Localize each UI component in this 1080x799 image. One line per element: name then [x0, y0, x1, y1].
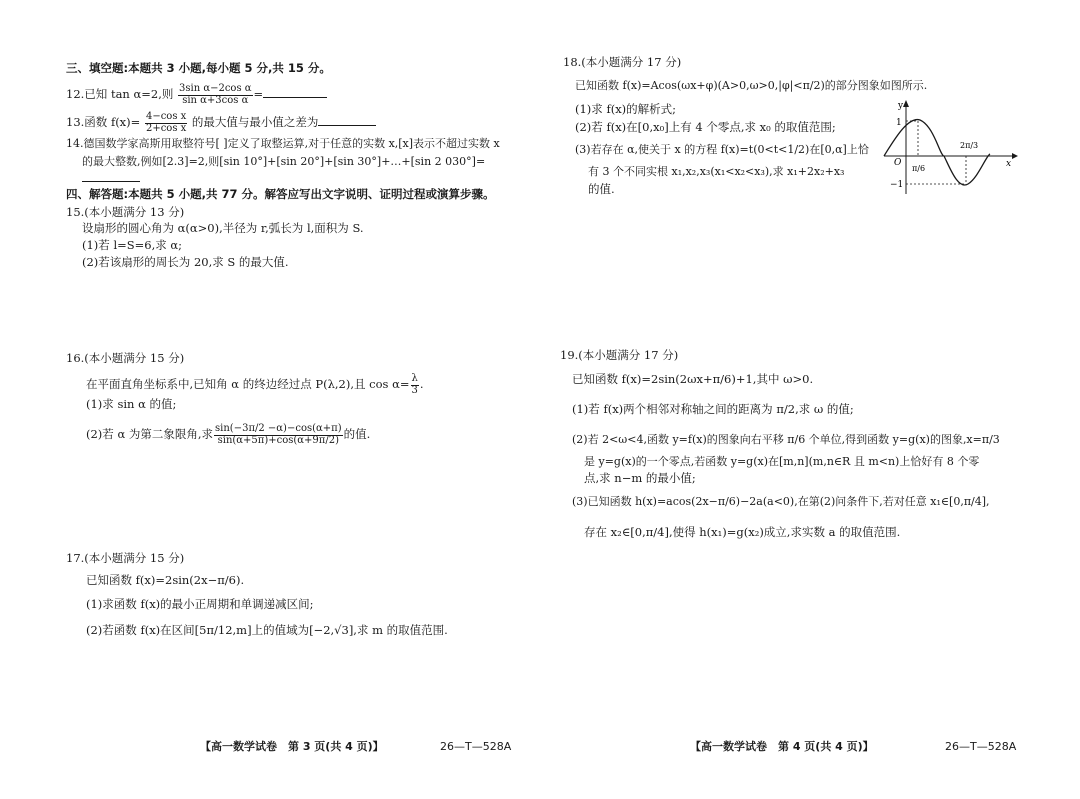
right-footer-code: 26—T—528A	[945, 740, 1017, 753]
q17-part-2: (2)若函数 f(x)在区间[5π/12,m]上的值域为[−2,√3],求 m 的取值范围.	[86, 623, 448, 637]
q13-text-b: 的最大值与最小值之差为	[191, 115, 319, 129]
q14-answer-blank	[82, 173, 140, 182]
q13-answer-blank	[318, 125, 376, 126]
q19-part-2-line-2: 是 y=g(x)的一个零点,若函数 y=g(x)在[m,n](m,n∈R 且 m<n)上恰好有 8 个零	[584, 455, 980, 468]
q12-text: 12.已知 tan α=2,则	[66, 87, 174, 101]
question-13	[66, 112, 376, 134]
q12-equals: =	[253, 87, 264, 101]
graph-x-tick-1: π/6	[912, 164, 926, 173]
q15-part-1: (1)若 l=S=6,求 α;	[82, 238, 183, 252]
q19-part-3-line-2: 存在 x₂∈[0,π/4],使得 h(x₁)=g(x₂)成立,求实数 a 的取值范围.	[584, 525, 901, 539]
q19-statement: 已知函数 f(x)=2sin(2ωx+π/6)+1,其中 ω>0.	[572, 372, 814, 386]
q14-line-1: 14.德国数学家高斯用取整符号[ ]定义了取整运算,对于任意的实数 x,[x]表示不超过实数 x	[66, 137, 500, 150]
q18-statement: 已知函数 f(x)=Acos(ωx+φ)(A>0,ω>0,|φ|<π/2)的部分图象如图所示.	[575, 79, 928, 92]
q12-fraction	[178, 84, 253, 106]
q18-title: 18.(本小题满分 17 分)	[563, 55, 682, 69]
q13-numerator: 4−cos x	[145, 111, 187, 122]
q16-period: .	[419, 377, 424, 391]
q13-fraction	[145, 112, 187, 134]
q15-title: 15.(本小题满分 13 分)	[66, 205, 185, 219]
graph-y-label: y	[898, 101, 904, 111]
q16-part-2-text: (2)若 α 为第二象限角,求	[86, 427, 214, 441]
q12-numerator: 3sin α−2cos α	[179, 83, 252, 94]
q18-part-2: (2)若 f(x)在[0,x₀]上有 4 个零点,求 x₀ 的取值范围;	[575, 120, 836, 134]
q16-cos-denominator: 3	[411, 384, 418, 396]
q16-expression-fraction	[214, 424, 343, 446]
q18-part-3-line-2: 有 3 个不同实根 x₁,x₂,x₃(x₁<x₂<x₃),求 x₁+2x₂+x₃	[588, 165, 845, 178]
q16-part-2-end: 的值.	[343, 427, 371, 441]
graph-y-max-label: 1	[896, 118, 902, 128]
q12-answer-blank	[263, 97, 327, 98]
q19-part-2-line-1: (2)若 2<ω<4,函数 y=f(x)的图象向右平移 π/6 个单位,得到函数 y=g(x)的图象,x=π/3	[572, 433, 1000, 446]
q15-statement: 设扇形的圆心角为 α(α>0),半径为 r,弧长为 l,面积为 S.	[82, 221, 364, 235]
graph-x-tick-2: 2π/3	[960, 141, 979, 150]
graph-origin-label: O	[894, 158, 902, 168]
q13-denominator: 2+cos x	[145, 122, 187, 134]
q17-part-1: (1)求函数 f(x)的最小正周期和单调递减区间;	[86, 597, 314, 611]
q19-part-1: (1)若 f(x)两个相邻对称轴之间的距离为 π/2,求 ω 的值;	[572, 402, 854, 416]
q19-part-3-line-1: (3)已知函数 h(x)=acos(2x−π/6)−2a(a<0),在第(2)问条件下,若对任意 x₁∈[0,π/4],	[572, 495, 990, 508]
section-3-heading: 三、填空题:本题共 3 小题,每小题 5 分,共 15 分。	[66, 61, 331, 75]
q18-part-3-line-1: (3)若存在 α,使关于 x 的方程 f(x)=t(0<t<1/2)在[0,α]上恰	[575, 143, 869, 156]
q16-expression-denominator: sin(α+5π)+cos(α+9π/2)	[217, 434, 339, 446]
q16-part-1: (1)求 sin α 的值;	[86, 397, 177, 411]
left-footer-title: 【高一数学试卷 第 3 页(共 4 页)】	[200, 740, 384, 753]
q17-statement: 已知函数 f(x)=2sin(2x−π/6).	[86, 573, 245, 587]
q16-cos-fraction	[411, 374, 419, 396]
section-4-heading: 四、解答题:本题共 5 小题,共 77 分。解答应写出文字说明、证明过程或演算步骤。	[66, 187, 495, 201]
graph-curve	[884, 120, 990, 185]
graph-y-min-label: −1	[890, 180, 904, 190]
right-footer-title: 【高一数学试卷 第 4 页(共 4 页)】	[690, 740, 874, 753]
graph-y-arrow	[903, 100, 909, 107]
q17-title: 17.(本小题满分 15 分)	[66, 551, 185, 565]
q16-statement	[86, 374, 424, 396]
q19-title: 19.(本小题满分 17 分)	[560, 348, 679, 362]
graph-x-arrow	[1012, 153, 1018, 159]
q13-text-a: 13.函数 f(x)=	[66, 115, 141, 129]
q18-part-3-line-3: 的值.	[588, 182, 615, 196]
q18-part-1: (1)求 f(x)的解析式;	[575, 102, 677, 116]
question-12	[66, 84, 327, 106]
q16-statement-text: 在平面直角坐标系中,已知角 α 的终边经过点 P(λ,2),且 cos α=	[86, 377, 410, 391]
q19-part-2-line-3: 点,求 n−m 的最小值;	[584, 471, 696, 485]
q16-expression-numerator: sin(−3π/2 −α)−cos(α+π)	[215, 423, 342, 434]
q16-cos-numerator: λ	[411, 373, 418, 384]
graph-x-label: x	[1006, 159, 1012, 169]
q15-part-2: (2)若该扇形的周长为 20,求 S 的最大值.	[82, 255, 289, 269]
q18-function-graph	[880, 98, 1020, 198]
left-footer-code: 26—T—528A	[440, 740, 512, 753]
q14-line-2: 的最大整数,例如[2.3]=2,则[sin 10°]+[sin 20°]+[sin 30°]+…+[sin 2 030°]=	[82, 155, 486, 168]
q12-denominator: sin α+3cos α	[182, 94, 249, 106]
q16-part-2	[86, 424, 370, 446]
q16-title: 16.(本小题满分 15 分)	[66, 351, 185, 365]
